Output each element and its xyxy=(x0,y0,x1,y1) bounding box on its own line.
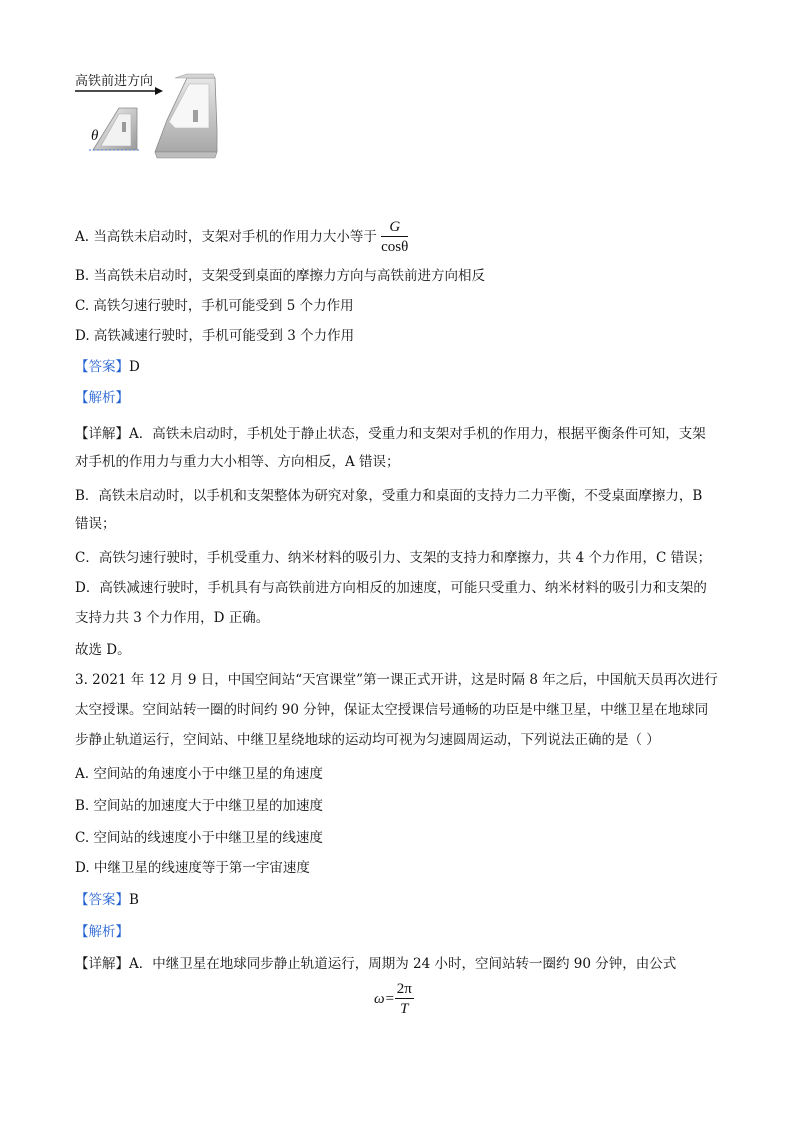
q2-analysis-tag: 【解析】 xyxy=(75,390,129,406)
q3-option-c: C. 空间站的线速度小于中继卫星的线速度 xyxy=(75,830,323,846)
direction-label: 高铁前进方向 xyxy=(75,74,154,89)
formula-numerator: 2π xyxy=(396,981,412,997)
q3-option-d: D. 中继卫星的线速度等于第一宇宙速度 xyxy=(75,860,310,876)
answer-value: B xyxy=(129,892,139,908)
q2-detail-line-2: 对手机的作用力与重力大小相等、方向相反，A 错误； xyxy=(75,454,400,470)
q2-option-c: C. 高铁匀速行驶时，手机可能受到 5 个力作用 xyxy=(75,298,354,314)
fraction-numerator: G xyxy=(381,218,408,237)
q2-detail-line-4: 错误； xyxy=(75,516,116,532)
omega-formula xyxy=(374,980,414,1019)
direction-arrow-head xyxy=(155,87,163,95)
q3-answer xyxy=(75,890,139,910)
angle-label: θ xyxy=(91,128,99,144)
q2-option-a xyxy=(75,218,408,257)
q2-option-a-fraction xyxy=(381,218,408,257)
q2-detail-line-6: D．高铁减速行驶时，手机具有与高铁前进方向相反的加速度，可能只受重力、纳米材料的吸引力和支架的 xyxy=(75,580,707,596)
phone-stand-figure xyxy=(75,70,235,160)
q2-answer xyxy=(75,357,140,377)
q3-option-b: B. 空间站的加速度大于中继卫星的加速度 xyxy=(75,798,324,814)
q3-option-a: A. 空间站的角速度小于中继卫星的角速度 xyxy=(75,766,323,782)
q2-detail-line-1: 【详解】A．高铁未启动时，手机处于静止状态，受重力和支架对手机的作用力，根据平衡条件可知，支架 xyxy=(75,426,706,442)
q2-detail-line-5: C．高铁匀速行驶时，手机受重力、纳米材料的吸引力、支架的支持力和摩擦力，共 4 个力作用，C 错误； xyxy=(75,550,712,566)
q3-analysis-tag: 【解析】 xyxy=(75,924,129,940)
q2-conclusion: 故选 D。 xyxy=(75,642,131,658)
q2-detail-line-3: B．高铁未启动时，以手机和支架整体为研究对象，受重力和桌面的支持力二力平衡，不受桌面摩擦力，B xyxy=(75,488,703,504)
q3-stem-line-1: 3. 2021 年 12 月 9 日，中国空间站“天宫课堂”第一课正式开讲，这是时隔 8 年之后，中国航天员再次进行 xyxy=(75,672,718,688)
answer-tag: 【答案】 xyxy=(75,892,129,908)
formula-fraction xyxy=(395,980,414,1019)
q2-option-d: D. 高铁减速行驶时，手机可能受到 3 个力作用 xyxy=(75,328,355,344)
q3-stem-line-2: 太空授课。空间站转一圈的时间约 90 分钟，保证太空授课信号通畅的功臣是中继卫星，中继卫星在地球同 xyxy=(75,702,709,718)
formula-lhs: ω= xyxy=(374,991,395,1007)
q2-option-a-text: A. 当高铁未启动时，支架对手机的作用力大小等于 xyxy=(75,229,377,245)
q3-detail-line-1: 【详解】A．中继卫星在地球同步静止轨道运行，周期为 24 小时，空间站转一圈约 90 分钟，由公式 xyxy=(75,956,677,972)
answer-tag: 【答案】 xyxy=(75,359,129,375)
q2-detail-line-7: 支持力共 3 个力作用，D 正确。 xyxy=(75,610,270,626)
q2-option-b: B. 当高铁未启动时，支架受到桌面的摩擦力方向与高铁前进方向相反 xyxy=(75,268,486,284)
formula-denominator: T xyxy=(400,1001,409,1017)
fraction-denominator: cosθ xyxy=(381,239,409,255)
q3-stem-line-3: 步静止轨道运行，空间站、中继卫星绕地球的运动均可视为匀速圆周运动，下列说法正确的是（ ） xyxy=(75,732,660,748)
answer-value: D xyxy=(129,359,140,375)
